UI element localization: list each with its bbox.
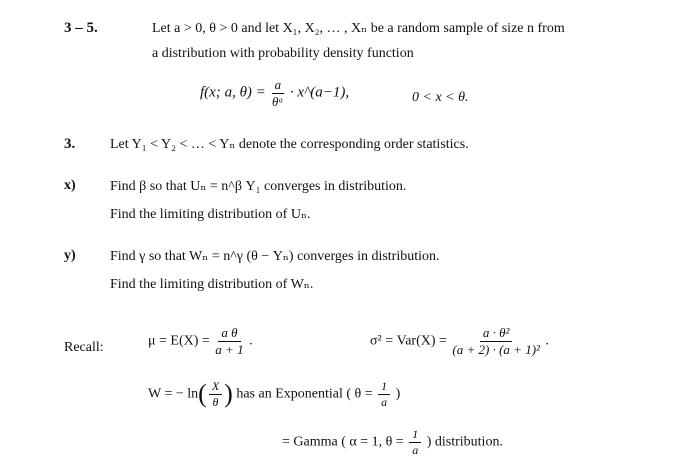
w-fraction-den: θ: [212, 394, 219, 409]
close-paren: ): [224, 379, 233, 409]
part3-number: 3.: [64, 136, 76, 152]
part-x-line2: Find the limiting distribution of Uₙ.: [110, 207, 311, 222]
w-theta-fraction: [378, 380, 390, 408]
pdf-formula: [200, 78, 349, 108]
intro-line-2: a distribution with probability density function: [152, 46, 414, 61]
part3-text: Let Y₁ < Y₂ < … < Yₙ denote the corresponding order statistics.: [110, 137, 469, 152]
variance-fraction: [452, 326, 540, 356]
w-lhs: W = − ln: [148, 386, 199, 402]
pdf-lhs: f(x; a, θ) =: [200, 84, 266, 101]
part-y-line1: Find γ so that Wₙ = n^γ (θ − Yₙ) converges in distribution.: [110, 249, 440, 264]
gamma-end: ) distribution.: [426, 434, 503, 450]
mean-end: .: [249, 333, 253, 349]
part-y-label: y): [64, 248, 76, 263]
part-y-line2: Find the limiting distribution of Wₙ.: [110, 277, 314, 292]
part-x-line1: Find β so that Uₙ = n^β Y₁ converges in distribution.: [110, 179, 407, 194]
w-theta-den: a: [381, 394, 388, 409]
variance-denominator: (a + 2) · (a + 1)²: [452, 341, 540, 357]
problem-number: 3 – 5.: [64, 20, 98, 36]
variance-formula: [370, 326, 549, 356]
mean-numerator: a θ: [218, 326, 240, 342]
gamma-num: 1: [409, 428, 421, 443]
gamma-lhs: = Gamma ( α = 1, θ =: [282, 434, 404, 450]
recall-label: Recall:: [64, 340, 104, 355]
variance-end: .: [545, 333, 549, 349]
pdf-support: 0 < x < θ.: [412, 90, 469, 105]
pdf-tail: · x^(a−1),: [289, 84, 350, 101]
w-theta-num: 1: [378, 380, 390, 395]
gamma-formula: [282, 428, 503, 456]
gamma-fraction: [409, 428, 421, 456]
w-fraction-num: X: [209, 380, 222, 395]
w-formula: [148, 380, 400, 408]
mean-lhs: μ = E(X) =: [148, 333, 210, 349]
mean-formula: [148, 326, 253, 356]
w-close: ): [395, 386, 401, 402]
open-paren: (: [198, 379, 207, 409]
pdf-numerator: a: [272, 78, 285, 94]
intro-line-1: Let a > 0, θ > 0 and let X₁, X₂, … , Xₙ be a random sample of size n from: [152, 21, 565, 36]
mean-denominator: a + 1: [215, 341, 244, 357]
mean-fraction: [215, 326, 243, 356]
pdf-fraction: [272, 78, 285, 108]
variance-numerator: a · θ²: [480, 326, 513, 342]
w-mid-text: has an Exponential ( θ =: [236, 386, 373, 402]
gamma-den: a: [412, 442, 419, 457]
part-x-label: x): [64, 178, 76, 193]
variance-lhs: σ² = Var(X) =: [370, 333, 447, 349]
w-fraction: [209, 380, 222, 408]
pdf-denominator: θᵃ: [272, 93, 284, 109]
